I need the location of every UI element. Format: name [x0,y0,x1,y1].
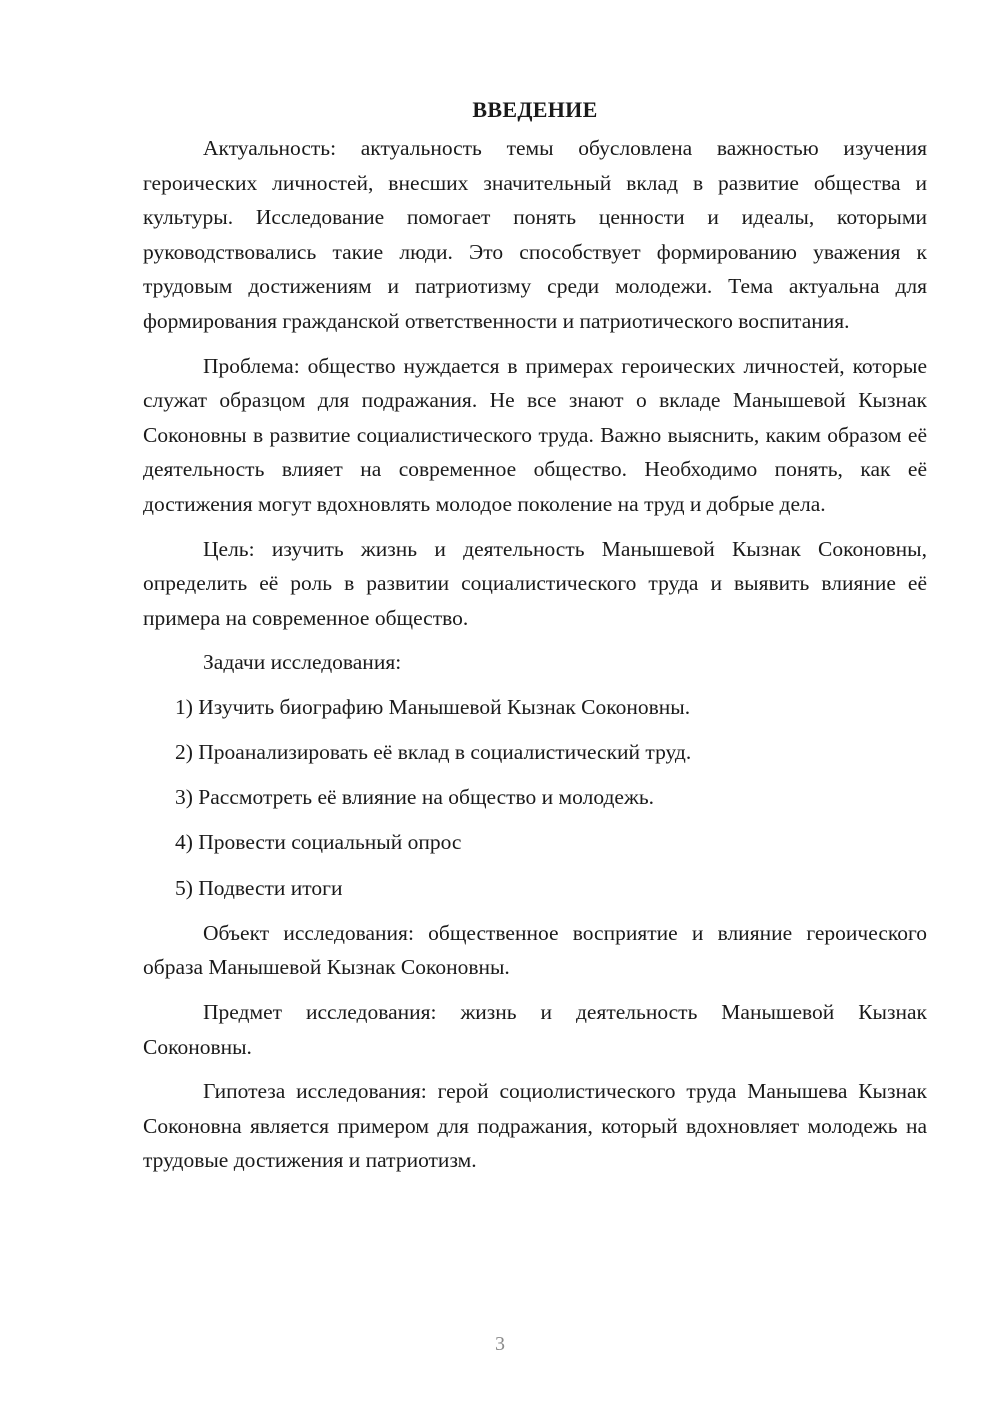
paragraph-object: Объект исследования: общественное восприятие и влияние героического образа Манышевой Кызнак Соконовны. [143,920,927,980]
list-item: 1) Изучить биографию Манышевой Кызнак Соконовны. [175,694,691,719]
page-content [143,92,927,1188]
paragraph-goal: Цель: изучить жизнь и деятельность Манышевой Кызнак Соконовны, определить её роль в развитии социалистического труда и выявить влияние её примера на современное общество. [143,536,927,630]
paragraph-relevance: Актуальность: актуальность темы обусловлена важностью изучения героических личностей, внесших значительный вклад в развитие общества и культуры. Исследование помогает понять ценности и идеалы, которыми руководствовались такие люди. Это способствует формированию уважения к трудовым достижениям и патриотизму среди молодежи. Тема актуальна для формирования гражданской ответственности и патриотического воспитания. [143,136,927,333]
paragraph-problem: Проблема: общество нуждается в примерах героических личностей, которые служат образцом для подражания. Не все знают о вкладе Манышевой Кызнак Соконовны в развитие социалистического труда. Важно выяснить, каким образом её деятельность влияет на современное общество. Необходимо понять, как её достижения могут вдохновлять молодое поколение на труд и добрые дела. [143,353,927,516]
list-item: 4) Провести социальный опрос [175,830,462,855]
list-item: 3) Рассмотреть её влияние на общество и молодежь. [175,785,654,810]
tasks-list [143,690,927,905]
paragraph-hypothesis: Гипотеза исследования: герой социолистического труда Манышева Кызнак Соконовна является примером для подражания, который вдохновляет молодежь на трудовые достижения и патриотизм. [143,1079,927,1173]
page-number: 3 [495,1333,505,1355]
paragraph-tasks-heading: Задачи исследования: [203,650,402,675]
paragraph-subject: Предмет исследования: жизнь и деятельность Манышевой Кызнак Соконовны. [143,1000,927,1059]
list-item: 5) Подвести итоги [175,875,343,900]
page-title: ВВЕДЕНИЕ [472,97,598,122]
list-item: 2) Проанализировать её вклад в социалистический труд. [175,740,692,765]
